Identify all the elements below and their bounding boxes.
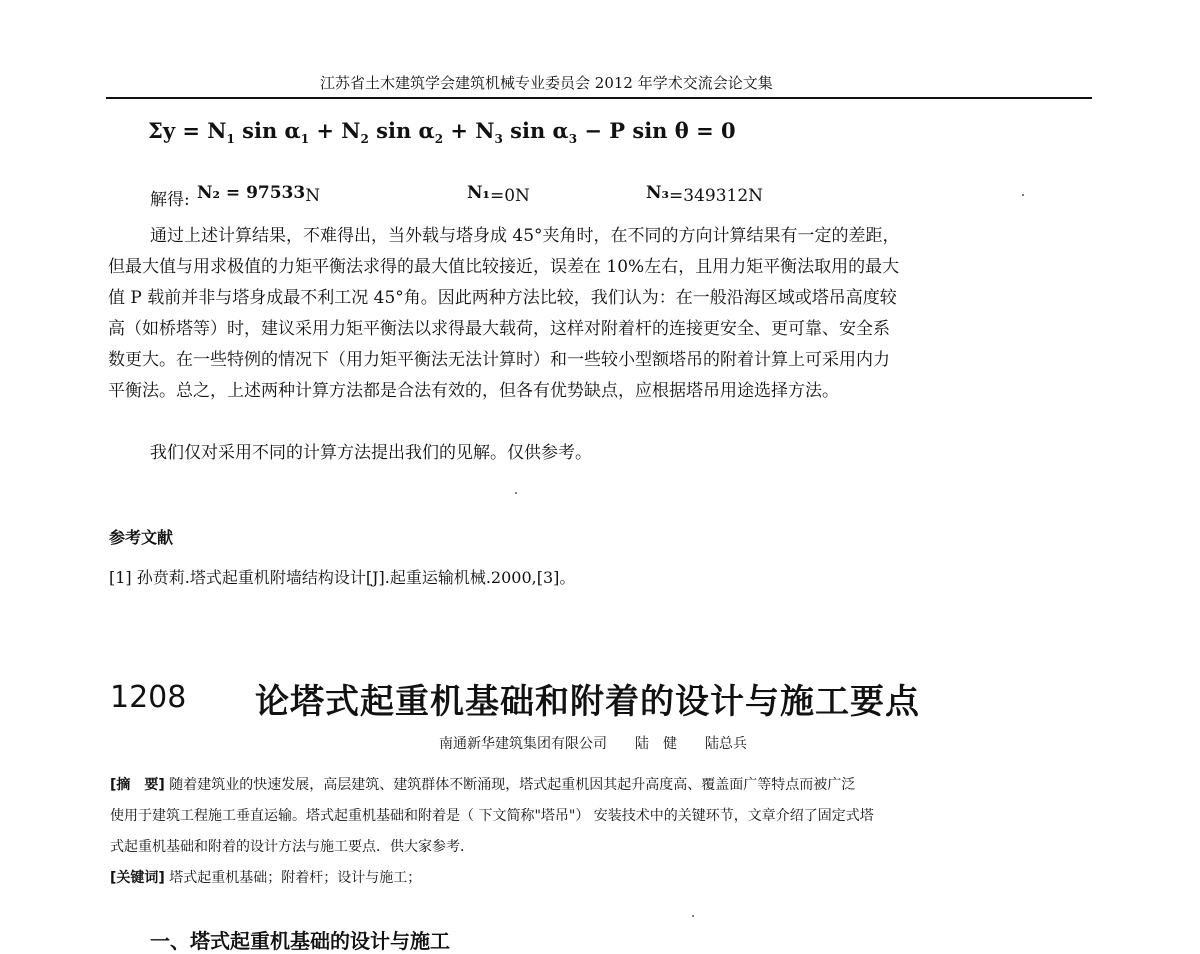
- scan-speck: [692, 915, 694, 917]
- body-paragraph-2: 我们仅对采用不同的计算方法提出我们的见解。仅供参考。: [150, 443, 592, 463]
- eq-lhs: Σy =: [148, 118, 200, 143]
- solution-n1: N₁=0N: [467, 183, 530, 206]
- paragraph-line: 平衡法。总之，上述两种计算方法都是合法有效的，但各有优势缺点，应根据塔吊用途选择方法。: [108, 381, 839, 401]
- eq-term-1: $N_1$ $\sin \alpha_1$: [207, 118, 310, 147]
- references-heading: 参考文献: [109, 528, 174, 547]
- paragraph-line: 但最大值与用求极值的力矩平衡法求得的最大值比较接近，误差在 10%左右，且用力矩平衡法取用的最大: [108, 257, 900, 277]
- solution-n2: N₂ = 97533N: [197, 183, 321, 206]
- next-section-heading: 一、塔式起重机基础的设计与施工: [150, 929, 450, 953]
- header-rule: [106, 97, 1092, 99]
- paragraph-line: 数更大。在一些特例的情况下（用力矩平衡法无法计算时）和一些较小型额塔吊的附着计算上可采用内力: [108, 350, 890, 370]
- scan-speck: [1022, 194, 1024, 196]
- keywords-line: [110, 865, 421, 892]
- paragraph-line: 通过上述计算结果，不难得出，当外载与塔身成 45°夹角时，在不同的方向计算结果有一定的差距，: [150, 226, 900, 246]
- keywords-label: [关键词]: [110, 870, 165, 886]
- eq-term-3: + $N_3$ $\sin \alpha_3$: [450, 118, 578, 147]
- solution-label: 解得:: [150, 190, 190, 210]
- eq-term-2: + $N_2$ $\sin \alpha_2$: [316, 118, 444, 147]
- force-equilibrium-equation: [148, 118, 736, 146]
- article-title: 论塔式起重机基础和附着的设计与施工要点: [255, 682, 920, 722]
- abstract-line: [摘 要] 随着建筑业的快速发展，高层建筑、建筑群体不断涌现，塔式起重机因其起升高度高、覆盖面广等特点而被广泛: [110, 777, 856, 793]
- scan-speck: [515, 492, 517, 494]
- abstract-line: 式起重机基础和附着的设计方法与施工要点．供大家参考．: [110, 839, 474, 855]
- article-authors: 南通新华建筑集团有限公司 陆 健 陆总兵: [439, 736, 747, 752]
- eq-tail: − P sin θ = 0: [584, 118, 736, 143]
- abstract-label: [摘 要]: [110, 777, 165, 793]
- article-number: 1208: [110, 680, 187, 715]
- keywords-value: 塔式起重机基础；附着杆；设计与施工；: [169, 870, 422, 886]
- solution-n3: N₃=349312N: [646, 183, 764, 206]
- paragraph-line: 高（如桥塔等）时，建议采用力矩平衡法以求得最大载荷，这样对附着杆的连接更安全、更可靠、安全系: [108, 319, 890, 339]
- running-header: 江苏省土木建筑学会建筑机械专业委员会 2012 年学术交流会论文集: [320, 74, 773, 92]
- abstract-line: 使用于建筑工程施工垂直运输。塔式起重机基础和附着是（ 下文简称"塔吊"） 安装技术中的关键环节，文章介绍了固定式塔: [110, 808, 874, 824]
- reference-entry: [1] 孙贲莉.塔式起重机附墙结构设计[J].起重运输机械.2000,[3]。: [109, 568, 576, 587]
- paragraph-line: 值 P 载前并非与塔身成最不利工况 45°角。因此两种方法比较，我们认为：在一般沿海区域或塔吊高度较: [108, 288, 897, 308]
